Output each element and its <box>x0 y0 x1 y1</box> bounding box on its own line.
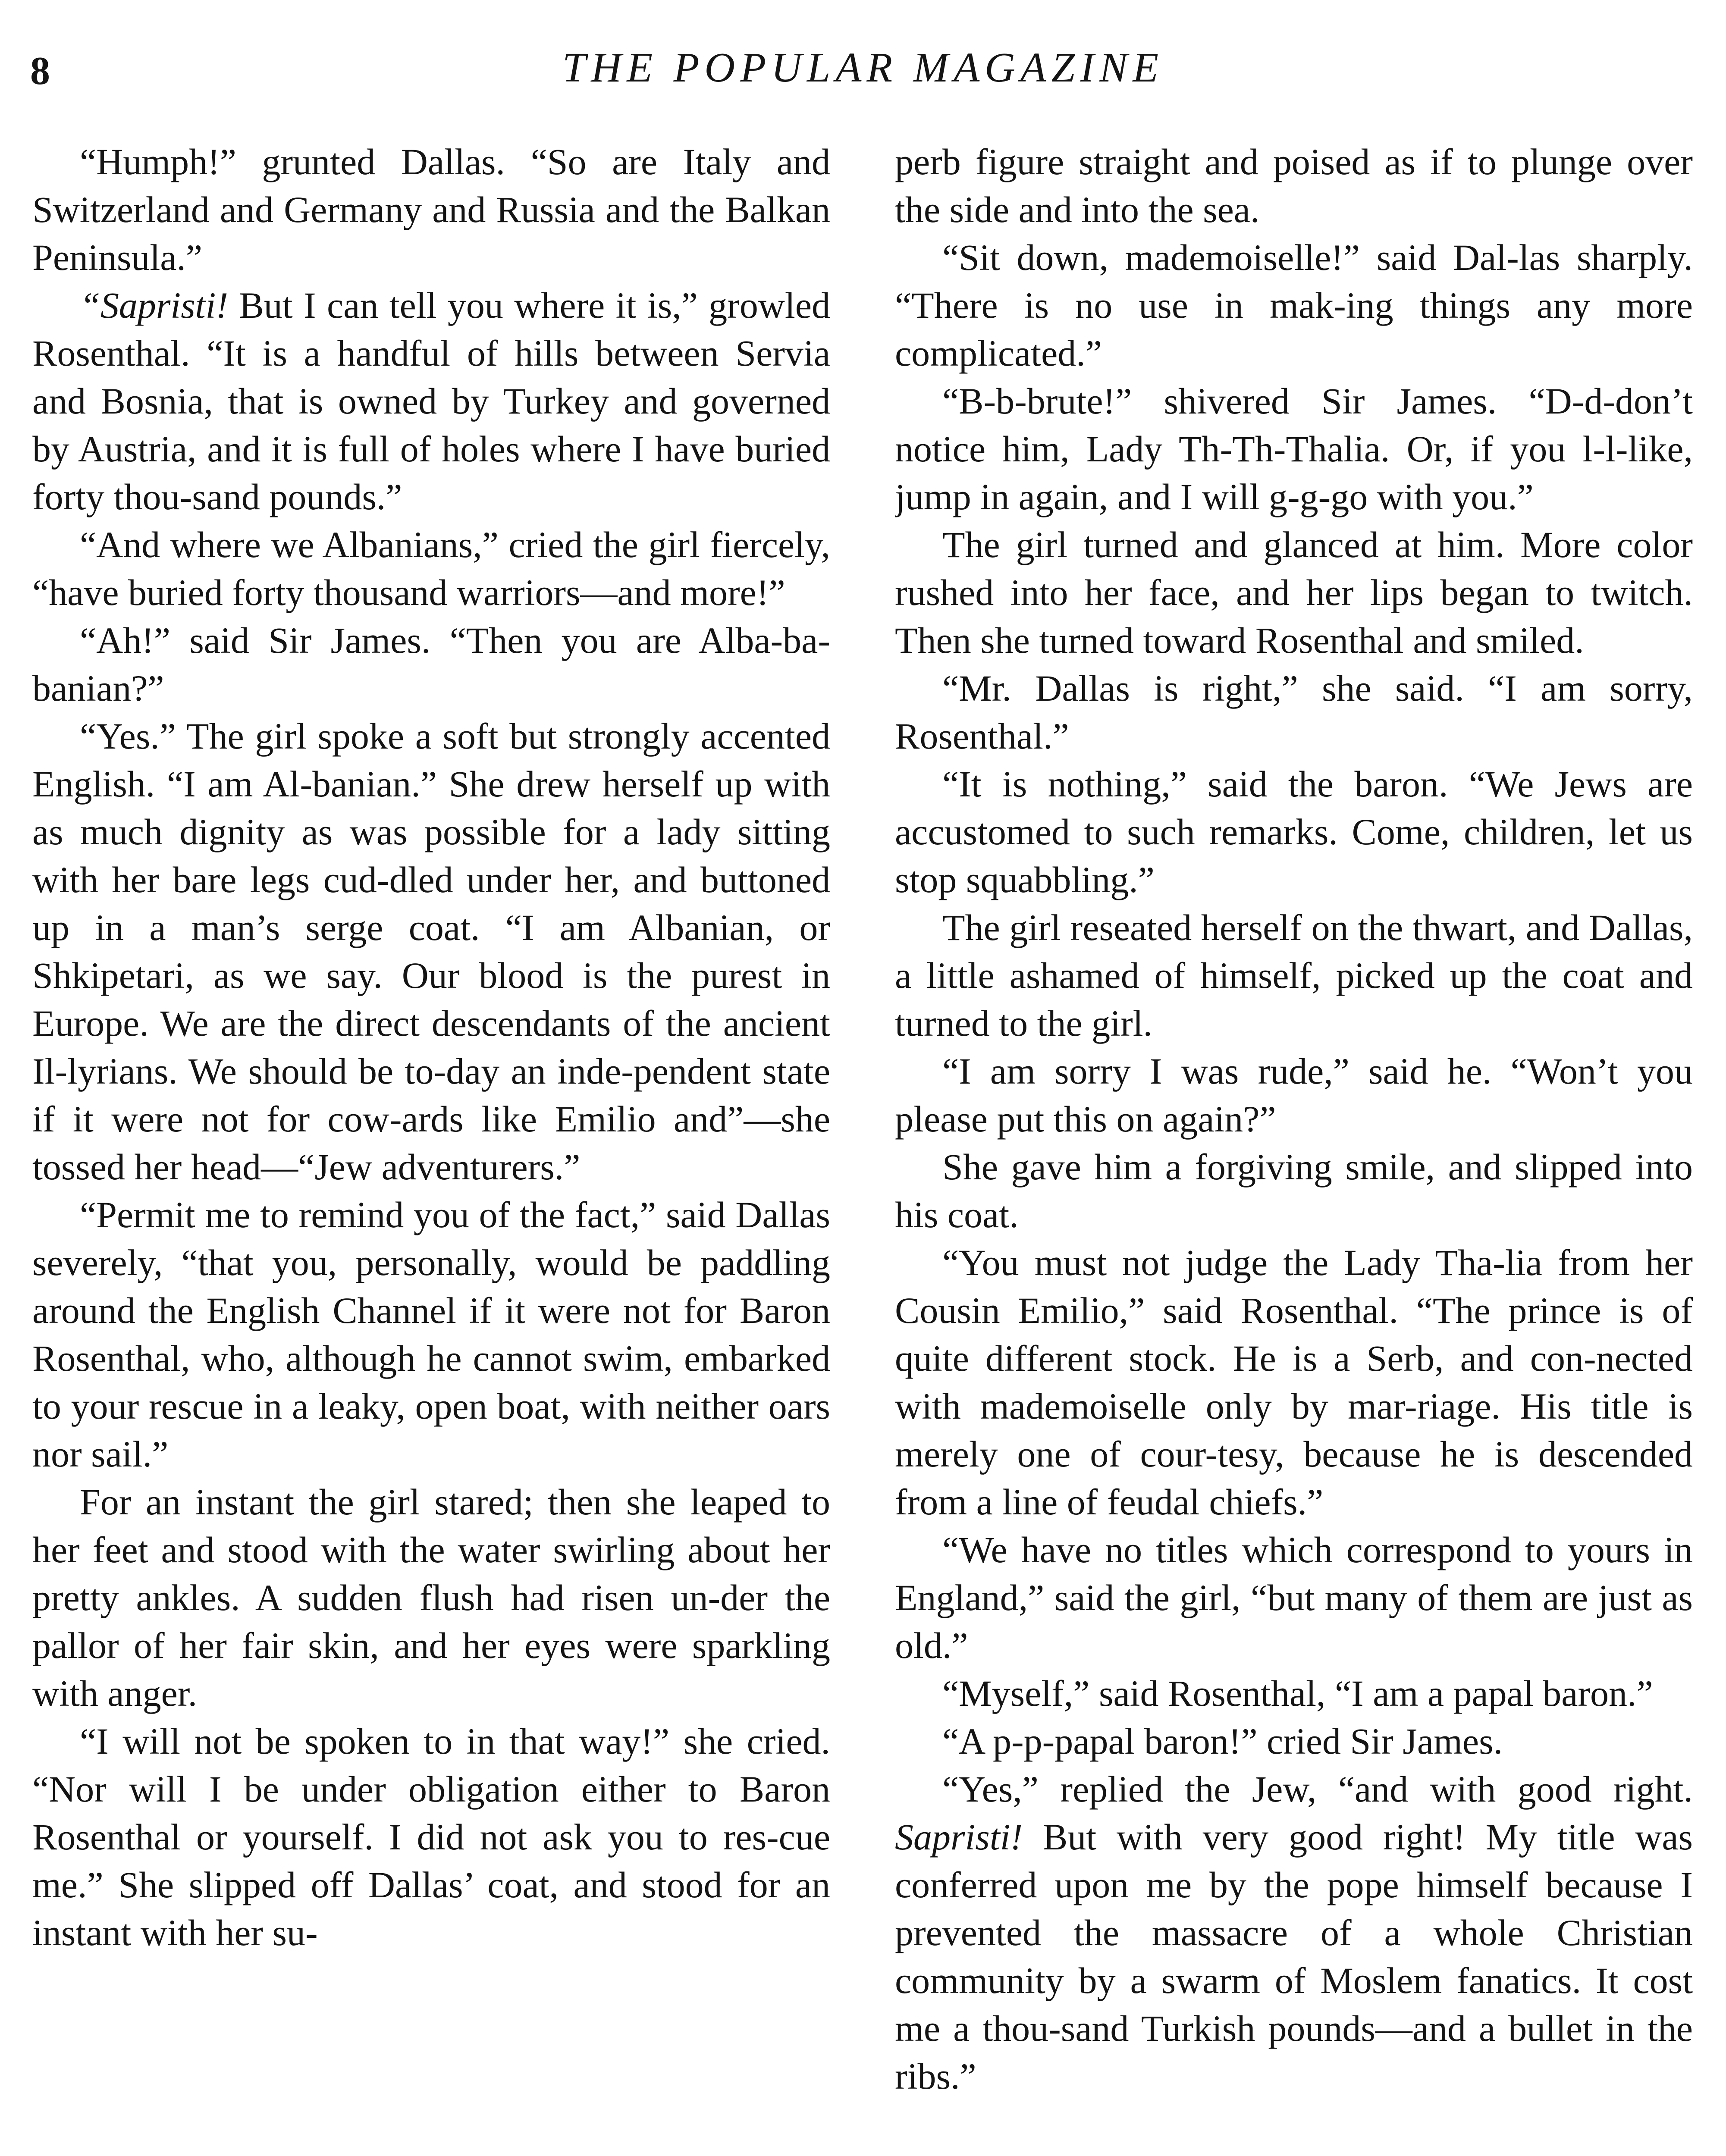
paragraph: “Sit down, mademoiselle!” said Dal-las sharply. “There is no use in mak-ing things any more complicated.” <box>895 237 1693 374</box>
paragraph-text: But with very good right! My title was conferred upon me by the pope himself because I prevented the massacre of a whole Christian community by a swarm of Moslem fanatics. It cost me a thou-sand Turkish pounds—and a bullet in the ribs.” <box>895 1816 1693 2097</box>
paragraph: “B-b-brute!” shivered Sir James. “D-d-don’t notice him, Lady Th-Th-Thalia. Or, if you l-l-like, jump in again, and I will g-g-go with you.” <box>895 380 1693 517</box>
paragraph: “You must not judge the Lady Tha-lia from her Cousin Emilio,” said Rosenthal. “The prince is of quite different stock. He is a Serb, and con-nected with mademoiselle only by mar-riage. His title is merely one of cour-tesy, because he is descended from a line of feudal chiefs.” <box>895 1242 1693 1523</box>
left-text-column <box>32 138 830 2156</box>
paragraph: For an instant the girl stared; then she leaped to her feet and stood with the water swirling about her pretty ankles. A sudden flush had risen un-der the pallor of her fair skin, and her eyes were sparkling with anger. <box>32 1481 830 1714</box>
paragraph: perb figure straight and poised as if to plunge over the side and into the sea. <box>895 141 1693 230</box>
paragraph: “Myself,” said Rosenthal, “I am a papal baron.” <box>942 1673 1653 1714</box>
running-head-title: THE POPULAR MAGAZINE <box>562 44 1164 91</box>
paragraph-italic: “Sapristi! <box>80 285 229 326</box>
paragraph: “A p-p-papal baron!” cried Sir James. <box>942 1720 1503 1762</box>
paragraph: “Mr. Dallas is right,” she said. “I am sorry, Rosenthal.” <box>895 667 1693 757</box>
paragraph: “We have no titles which correspond to yours in England,” said the girl, “but many of them are just as old.” <box>895 1529 1693 1666</box>
paragraph: She gave him a forgiving smile, and slipped into his coat. <box>895 1146 1693 1235</box>
paragraph: The girl reseated herself on the thwart, and Dallas, a little ashamed of himself, picked up the coat and turned to the girl. <box>895 907 1693 1044</box>
right-text-column <box>895 138 1693 2156</box>
paragraph: “Humph!” grunted Dallas. “So are Italy and Switzerland and Germany and Russia and the Balkan Peninsula.” <box>32 141 830 278</box>
paragraph: The girl turned and glanced at him. More color rushed into her face, and her lips began to twitch. Then she turned toward Rosenthal and smiled. <box>895 524 1693 661</box>
paragraph: “Permit me to remind you of the fact,” said Dallas severely, “that you, personally, would be paddling around the English Channel if it were not for Baron Rosenthal, who, although he cannot swim, embarked to your rescue in a leaky, open boat, with neither oars nor sail.” <box>32 1194 830 1475</box>
paragraph: “And where we Albanians,” cried the girl fiercely, “have buried forty thousand warriors—and more!” <box>32 524 830 613</box>
paragraph-italic: Sapristi! <box>895 1816 1023 1858</box>
paragraph-text: “Yes,” replied the Jew, “and with good right. <box>942 1768 1693 1810</box>
paragraph-text: But I can tell you where it is,” growled Rosenthal. “It is a handful of hills between Servia and Bosnia, that is owned by Turkey and governed by Austria, and it is full of holes where I have buried forty thou-sand pounds.” <box>32 285 830 517</box>
paragraph: “Ah!” said Sir James. “Then you are Alba-ba-banian?” <box>32 620 830 709</box>
paragraph: “I will not be spoken to in that way!” she cried. “Nor will I be under obligation either to Baron Rosenthal or yourself. I did not ask you to res-cue me.” She slipped off Dallas’ coat, and stood for an instant with her su- <box>32 1720 830 1953</box>
paragraph: “I am sorry I was rude,” said he. “Won’t you please put this on again?” <box>895 1050 1693 1140</box>
page-number: 8 <box>30 49 50 93</box>
paragraph: “Yes.” The girl spoke a soft but strongly accented English. “I am Al-banian.” She drew herself up with as much dignity as was possible for a lady sitting with her bare legs cud-dled under her, and buttoned up in a man’s serge coat. “I am Albanian, or Shkipetari, as we say. Our blood is the purest in Europe. We are the direct descendants of the ancient Il-lyrians. We should be to-day an inde-pendent state if it were not for cow-ards like Emilio and”—she tossed her head—“Jew adventurers.” <box>32 715 830 1188</box>
paragraph <box>32 282 830 521</box>
paragraph <box>895 1765 1693 2100</box>
paragraph: “It is nothing,” said the baron. “We Jews are accustomed to such remarks. Come, children, let us stop squabbling.” <box>895 763 1693 900</box>
